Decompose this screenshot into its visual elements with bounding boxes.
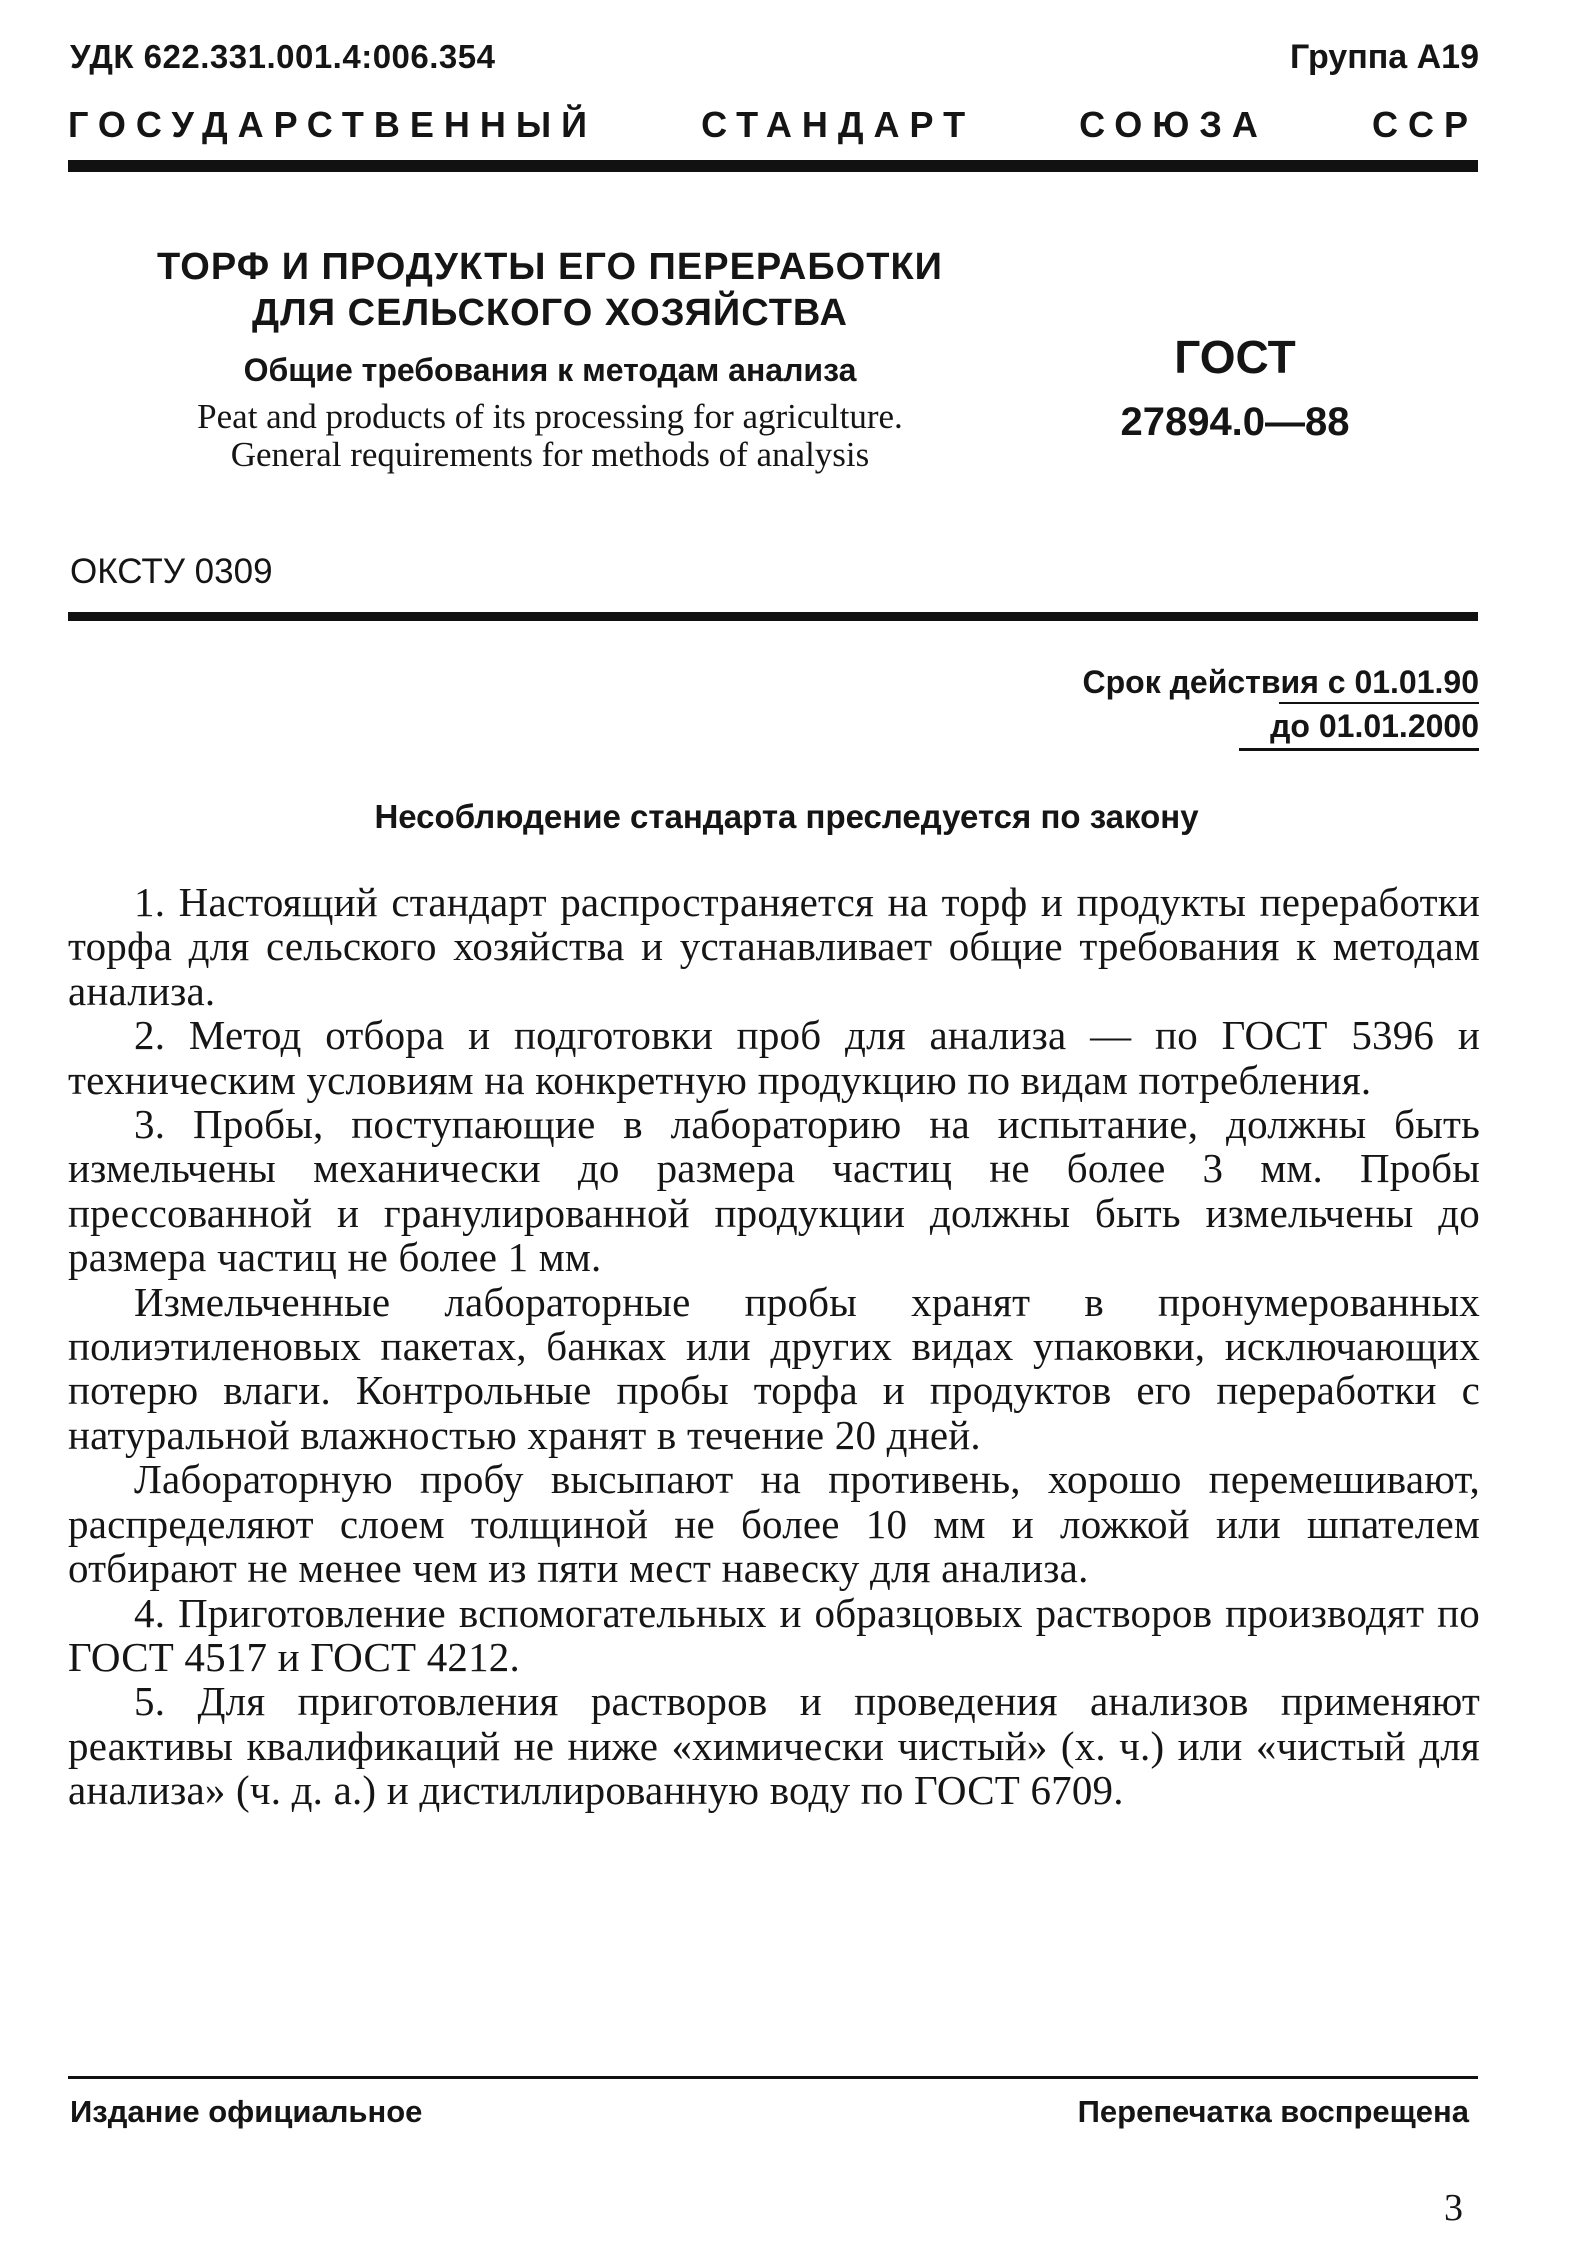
gost-label: ГОСТ xyxy=(1174,331,1296,383)
paragraph-3: 3. Пробы, поступающие в лабораторию на испытание, должны быть измельчены механически до размера частиц не более 3 мм. Пробы прессованной и гранулированной продукции должны быть измельчены до размера частиц не более 1 мм. xyxy=(68,1101,1480,1281)
paragraph-1: 1. Настоящий стандарт распространяется на торф и продукты переработки торфа для сельского хозяйства и устанавливает общие требования к методам анализа. xyxy=(68,879,1480,1014)
title-line-2: ДЛЯ СЕЛЬСКОГО ХОЗЯЙСТВА xyxy=(252,292,848,334)
paragraph-3-sampling: Лабораторную пробу высыпают на противень, хорошо перемешивают, распределяют слоем толщиной не более 10 мм и ложкой или шпателем отбирают не менее чем из пяти мест навеску для анализа. xyxy=(68,1456,1480,1592)
okstu-code: ОКСТУ 0309 xyxy=(70,552,273,591)
section-rule xyxy=(68,612,1478,621)
edition-label: Издание официальное xyxy=(70,2094,423,2129)
english-title-line-2: General requirements for methods of analysis xyxy=(230,435,870,474)
validity-to: до 01.01.2000 xyxy=(1270,708,1479,744)
paragraph-4: 4. Приготовление вспомогательных и образцовых растворов производят по ГОСТ 4517 и ГОСТ 4212. xyxy=(68,1589,1480,1680)
title-line-1: ТОРФ И ПРОДУКТЫ ЕГО ПЕРЕРАБОТКИ xyxy=(157,246,943,288)
validity-underline-2 xyxy=(1239,748,1479,751)
reprint-notice: Перепечатка воспрещена xyxy=(1077,2094,1469,2129)
paragraph-3-storage: Измельченные лабораторные пробы хранят в пронумерованных полиэтиленовых пакетах, банках или других видах упаковки, исключающих потерю влаги. Контрольные пробы торфа и продуктов его переработки с натуральной влажностью хранят в течение 20 дней. xyxy=(68,1278,1480,1458)
english-title-line-1: Peat and products of its processing for agriculture. xyxy=(197,397,903,436)
udk-code: УДК 622.331.001.4:006.354 xyxy=(70,38,496,75)
header-rule xyxy=(68,160,1478,172)
page-number: 3 xyxy=(1444,2187,1463,2229)
subtitle: Общие требования к методам анализа xyxy=(243,352,857,388)
paragraph-5: 5. Для приготовления растворов и проведения анализов применяют реактивы квалификаций не ниже «химически чистый» (х. ч.) или «чистый для анализа» (ч. д. а.) и дистиллированную воду по ГОСТ 6709. xyxy=(68,1678,1480,1814)
gost-number: 27894.0—88 xyxy=(1120,400,1350,444)
footer-rule xyxy=(68,2076,1478,2079)
paragraph-2: 2. Метод отбора и подготовки проб для анализа — по ГОСТ 5396 и техническим условиям на конкретную продукцию по видам потребления. xyxy=(68,1012,1480,1103)
group-code: Группа А19 xyxy=(1289,38,1479,76)
legal-notice: Несоблюдение стандарта преследуется по закону xyxy=(374,798,1199,835)
body-text xyxy=(68,880,1480,1813)
validity-from: Срок действия с 01.01.90 xyxy=(1082,664,1479,700)
validity-underline-1 xyxy=(1279,702,1479,704)
state-standard-heading: ГОСУДАРСТВЕННЫЙ СТАНДАРТ СОЮЗА ССР xyxy=(68,104,1478,145)
